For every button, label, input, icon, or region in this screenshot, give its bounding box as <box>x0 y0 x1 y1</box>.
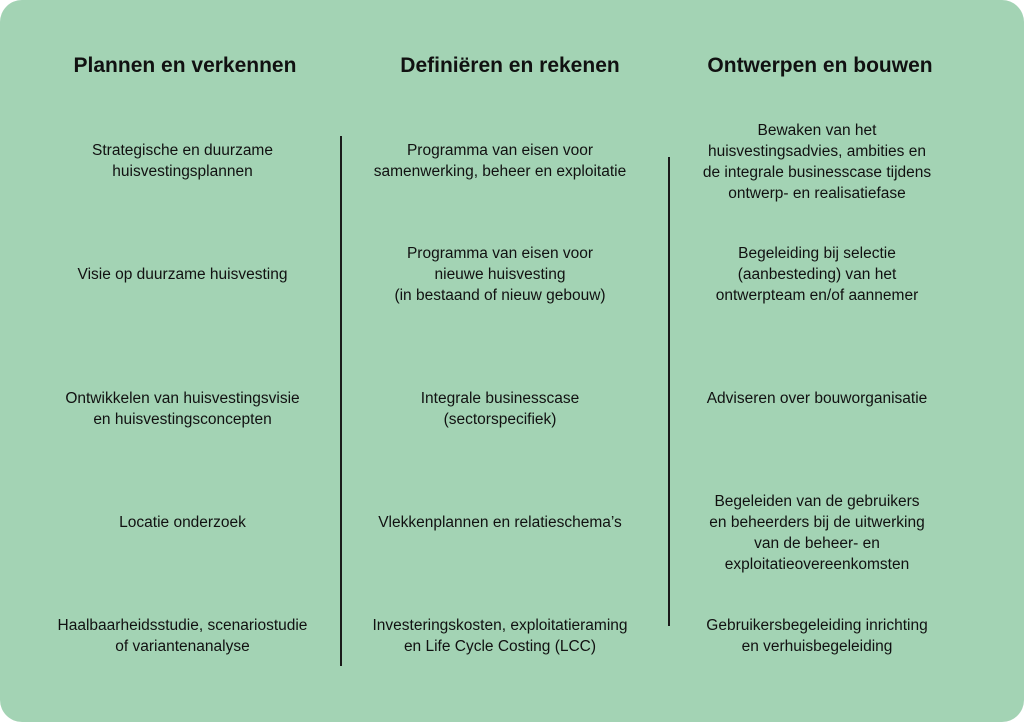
definieren-item-5: Investeringskosten, exploitatieraming en Life Cycle Costing (LCC) <box>372 617 628 655</box>
ontwerpen-item-2: Begeleiding bij selectie (aanbesteding) van het ontwerpteam en/of aannemer <box>715 245 919 304</box>
column-heading-definieren: Definiëren en rekenen <box>400 54 620 77</box>
column-divider-right <box>668 157 670 626</box>
column-heading-plannen: Plannen en verkennen <box>73 54 297 77</box>
plannen-item-2: Visie op duurzame huisvesting <box>77 266 288 283</box>
ontwerpen-item-1: Bewaken van het huisvestingsadvies, ambities en de integrale businesscase tijdens ontwerp- en realisatiefase <box>702 122 932 202</box>
definieren-item-2: Programma van eisen voor nieuwe huisvesting (in bestaand of nieuw gebouw) <box>394 245 606 304</box>
column-heading-ontwerpen: Ontwerpen en bouwen <box>707 54 933 77</box>
definieren-item-3: Integrale businesscase (sectorspecifiek) <box>420 390 580 428</box>
plannen-item-4: Locatie onderzoek <box>119 514 246 531</box>
definieren-item-1: Programma van eisen voor samenwerking, beheer en exploitatie <box>373 142 627 180</box>
definieren-item-4: Vlekkenplannen en relatieschema’s <box>378 514 622 531</box>
ontwerpen-item-3: Adviseren over bouworganisatie <box>706 390 928 407</box>
column-divider-left <box>340 136 342 666</box>
ontwerpen-item-5: Gebruikersbegeleiding inrichting en verhuisbegeleiding <box>706 617 928 655</box>
plannen-item-3: Ontwikkelen van huisvestingsvisie en huisvestingsconcepten <box>65 390 300 428</box>
plannen-item-5: Haalbaarheidsstudie, scenariostudie of variantenanalyse <box>57 617 308 655</box>
plannen-item-1: Strategische en duurzame huisvestingsplannen <box>92 142 273 180</box>
ontwerpen-item-4: Begeleiden van de gebruikers en beheerders bij de uitwerking van de beheer- en exploitatieovereenkomsten <box>709 493 925 573</box>
